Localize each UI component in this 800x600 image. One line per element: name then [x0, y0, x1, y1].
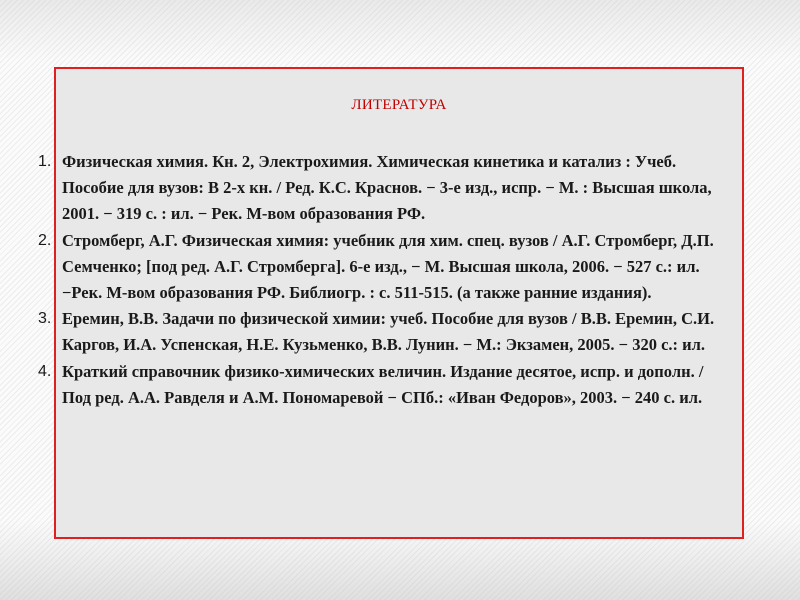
reference-number: 1.	[38, 153, 52, 170]
reference-number: 4.	[38, 362, 52, 380]
reference-item-2	[38, 228, 742, 307]
reference-text: Физическая химия. Кн. 2, Электрохимия. Химическая кинетика и катализ : Учеб. Пособие для вузов: В 2-х кн. / Ред. К.С. Краснов. − 3-е изд., испр. − М. : Высшая школа, 2001. − 319 с. : ил. − Рек. М-вом образования РФ.	[62, 152, 712, 224]
reference-text: Еремин, В.В. Задачи по физической химии: учеб. Пособие для вузов / В.В. Еремин, С.И. Каргов, И.А. Успенская, Н.Е. Кузьменко, В.В. Лунин. − М.: Экзамен, 2005. − 320 с.: ил.	[62, 309, 715, 355]
reference-text: Краткий справочник физико-химических величин. Издание десятое, испр. и дополн. / Под ред. А.А. Равделя и А.М. Пономаревой − СПб.: «Иван Федоров», 2003. − 240 с. ил.	[62, 361, 704, 407]
reference-item-4	[38, 359, 742, 411]
reference-number: 2.	[38, 231, 52, 249]
slide-title: ЛИТЕРАТУРА	[351, 97, 447, 113]
reference-item-3	[38, 306, 742, 358]
reference-item-1	[38, 149, 742, 228]
reference-number: 3.	[38, 310, 52, 328]
background-top-shade	[0, 0, 800, 60]
slide-content-panel	[38, 67, 744, 539]
reference-list	[38, 149, 742, 411]
reference-text: Стромберг, А.Г. Физическая химия: учебник для хим. спец. вузов / А.Г. Стромберг, Д.П. Семченко; [под ред. А.Г. Стромберга]. 6-е изд., − М. Высшая школа, 2006. − 527 с.: ил. −Рек. М-вом образования РФ. Библиогр. : с. 511-515. (а также ранние издания).	[62, 230, 714, 303]
